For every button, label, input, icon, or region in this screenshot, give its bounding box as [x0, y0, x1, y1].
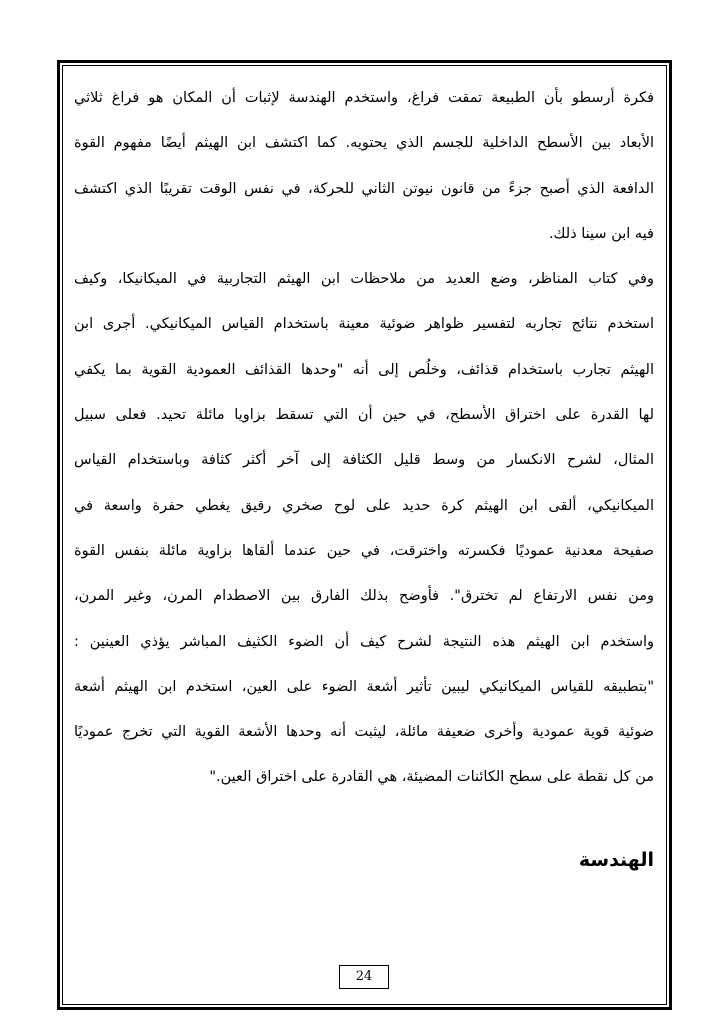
text-line: الدافعة الذي أصبح جزءً من قانون نيوتن الثاني للحركة، في نفس الوقت تقريبًا الذي اكتشف	[74, 180, 654, 197]
section-heading: الهندسة	[578, 849, 654, 871]
text-line: "بتطبيقه للقياس الميكانيكي ليبين تأثير أشعة الضوء على العين، استخدم ابن الهيثم أشعة	[74, 678, 654, 695]
text-line: واستخدم ابن الهيثم هذه النتيجة لشرح كيف أن الضوء الكثيف المباشر يؤذي العينين :	[74, 633, 654, 650]
text-line: صفيحة معدنية عموديًا فكسرته واخترقت، في حين عندما ألقاها بزاوية مائلة بنفس القوة	[74, 542, 654, 559]
text-line: وفي كتاب المناظر، وضع العديد من ملاحظات ابن الهيثم التجاربية في الميكانيكا، وكيف	[74, 271, 654, 288]
text-line: الميكانيكي، ألقى ابن الهيثم كرة حديد على لوح صخري رقيق يغطي حفرة واسعة في	[74, 497, 654, 514]
text-line: ومن نفس الارتفاع لم تخترق". فأوضح بذلك الفارق بين الاصطدام المرن، وغير المرن،	[74, 588, 654, 605]
body-text	[66, 76, 662, 801]
text-line: الأبعاد بين الأسطح الداخلية للجسم الذي يحتويه. كما اكتشف ابن الهيثم أيضًا مفهوم القوة	[74, 135, 654, 152]
page-number: 24	[339, 965, 389, 989]
text-line: ضوئية قوية عمودية وأخرى ضعيفة مائلة، ليثبت أنه وحدها الأشعة القوية التي تخرج عموديًا	[74, 724, 654, 741]
text-line: لها القدرة على اختراق الأسطح، في حين أن التي تسقط بزاويا مائلة تحيد. فعلى سبيل	[74, 407, 654, 424]
text-line: فيه ابن سينا ذلك.	[548, 225, 654, 242]
text-line: الهيثم تجارب باستخدام قذائف، وخلُص إلى أنه "وحدها القذائف العمودية القوية بما يكفي	[74, 361, 654, 378]
text-line: من كل نقطة على سطح الكائنات المضيئة، هي القادرة على اختراق العين."	[209, 769, 654, 786]
text-line: فكرة أرسطو بأن الطبيعة تمقت فراغ، واستخدم الهندسة لإثبات أن المكان هو فراغ ثلاثي	[74, 90, 654, 106]
text-line: استخدم نتائج تجاربه لتفسير ظواهر ضوئية معينة باستخدام القياس الميكانيكي. أجرى ابن	[74, 316, 654, 333]
text-line: المثال، لشرح الانكسار من وسط قليل الكثافة إلى آخر أكثر كثافة وباستخدام القياس	[74, 452, 654, 469]
